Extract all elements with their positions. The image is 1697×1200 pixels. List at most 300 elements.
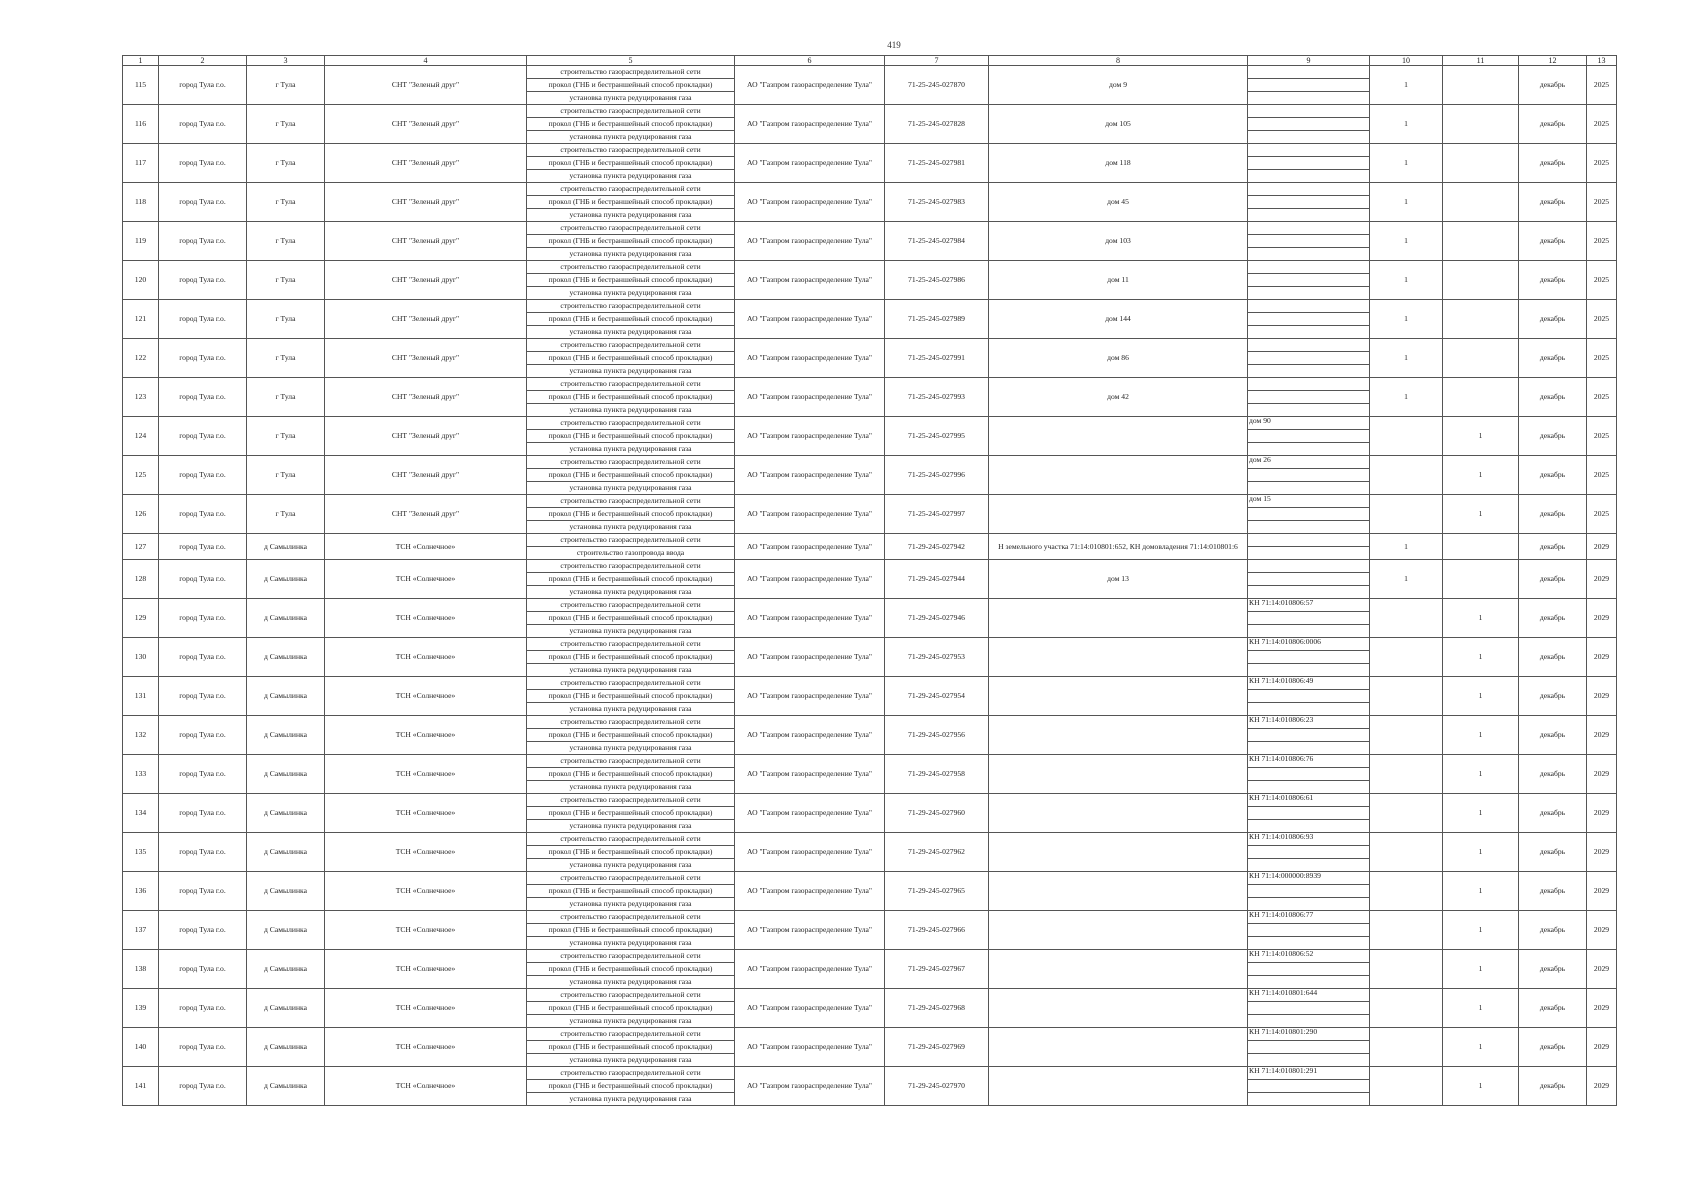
locality-cell: д Самылинка (247, 1067, 325, 1106)
year-cell: 2025 (1587, 456, 1617, 495)
organization-cell: АО "Газпром газораспределение Тула" (735, 534, 885, 560)
count10-cell (1370, 833, 1443, 872)
row-number: 119 (123, 222, 159, 261)
count10-cell (1370, 755, 1443, 794)
table-row (123, 1067, 1617, 1080)
district-cell: город Тула г.о. (159, 989, 247, 1028)
year-cell: 2025 (1587, 183, 1617, 222)
work-line: установка пункта редуцирования газа (527, 1015, 735, 1028)
address8-cell (989, 911, 1248, 950)
row-number: 138 (123, 950, 159, 989)
month-cell: декабрь (1519, 144, 1587, 183)
column-header: 10 (1370, 56, 1443, 66)
work-line: строительство газораспределительной сети (527, 222, 735, 235)
count11-cell (1443, 144, 1519, 183)
count10-cell: 1 (1370, 66, 1443, 105)
year-cell: 2025 (1587, 417, 1617, 456)
year-cell: 2025 (1587, 261, 1617, 300)
locality-cell: д Самылинка (247, 794, 325, 833)
count11-cell (1443, 105, 1519, 144)
address9-line (1248, 898, 1370, 911)
table-row (123, 716, 1617, 729)
code-cell: 71-29-245-027946 (885, 599, 989, 638)
object-cell: СНТ "Зеленый друг" (325, 222, 527, 261)
month-cell: декабрь (1519, 105, 1587, 144)
address8-cell (989, 833, 1248, 872)
work-line: прокол (ГНБ и бестраншейный способ прокладки) (527, 729, 735, 742)
address9-line (1248, 859, 1370, 872)
address8-cell: дом 86 (989, 339, 1248, 378)
table-row (123, 911, 1617, 924)
organization-cell: АО "Газпром газораспределение Тула" (735, 378, 885, 417)
work-line: строительство газораспределительной сети (527, 794, 735, 807)
month-cell: декабрь (1519, 677, 1587, 716)
address9-line (1248, 885, 1370, 898)
address9-line (1248, 1093, 1370, 1106)
address9-cell (1248, 560, 1370, 573)
code-cell: 71-25-245-027989 (885, 300, 989, 339)
work-line: установка пункта редуцирования газа (527, 170, 735, 183)
row-number: 125 (123, 456, 159, 495)
column-header: 3 (247, 56, 325, 66)
object-cell: ТСН «Солнечное» (325, 872, 527, 911)
code-cell: 71-29-245-027969 (885, 1028, 989, 1067)
work-line: прокол (ГНБ и бестраншейный способ прокладки) (527, 1041, 735, 1054)
work-line: строительство газораспределительной сети (527, 1067, 735, 1080)
month-cell: декабрь (1519, 911, 1587, 950)
organization-cell: АО "Газпром газораспределение Тула" (735, 495, 885, 534)
address9-cell (1248, 534, 1370, 547)
locality-cell: д Самылинка (247, 560, 325, 599)
table-row (123, 144, 1617, 157)
work-line: строительство газораспределительной сети (527, 911, 735, 924)
address9-cell (1248, 105, 1370, 118)
address9-cell (1248, 378, 1370, 391)
row-number: 123 (123, 378, 159, 417)
month-cell: декабрь (1519, 378, 1587, 417)
work-line: установка пункта редуцирования газа (527, 287, 735, 300)
count11-cell (1443, 183, 1519, 222)
address9-line (1248, 937, 1370, 950)
object-cell: ТСН «Солнечное» (325, 755, 527, 794)
address8-cell (989, 677, 1248, 716)
row-number: 117 (123, 144, 159, 183)
work-line: строительство газораспределительной сети (527, 755, 735, 768)
row-number: 115 (123, 66, 159, 105)
code-cell: 71-25-245-027986 (885, 261, 989, 300)
year-cell: 2029 (1587, 677, 1617, 716)
work-line: прокол (ГНБ и бестраншейный способ прокладки) (527, 768, 735, 781)
address9-line (1248, 391, 1370, 404)
code-cell: 71-25-245-027993 (885, 378, 989, 417)
work-line: строительство газораспределительной сети (527, 183, 735, 196)
code-cell: 71-29-245-027966 (885, 911, 989, 950)
month-cell: декабрь (1519, 1067, 1587, 1106)
count10-cell: 1 (1370, 144, 1443, 183)
column-header: 4 (325, 56, 527, 66)
address9-line (1248, 651, 1370, 664)
address8-cell: дом 45 (989, 183, 1248, 222)
organization-cell: АО "Газпром газораспределение Тула" (735, 1028, 885, 1067)
row-number: 135 (123, 833, 159, 872)
month-cell: декабрь (1519, 1028, 1587, 1067)
count11-cell: 1 (1443, 417, 1519, 456)
address8-cell (989, 417, 1248, 456)
month-cell: декабрь (1519, 794, 1587, 833)
work-line: установка пункта редуцирования газа (527, 976, 735, 989)
work-line: строительство газораспределительной сети (527, 261, 735, 274)
district-cell: город Тула г.о. (159, 417, 247, 456)
address9-line (1248, 209, 1370, 222)
month-cell: декабрь (1519, 261, 1587, 300)
count11-cell: 1 (1443, 950, 1519, 989)
address9-cell: КН 71:14:010801:290 (1248, 1028, 1370, 1041)
work-line: строительство газораспределительной сети (527, 105, 735, 118)
code-cell: 71-29-245-027968 (885, 989, 989, 1028)
district-cell: город Тула г.о. (159, 261, 247, 300)
organization-cell: АО "Газпром газораспределение Тула" (735, 105, 885, 144)
organization-cell: АО "Газпром газораспределение Тула" (735, 950, 885, 989)
district-cell: город Тула г.о. (159, 339, 247, 378)
row-number: 130 (123, 638, 159, 677)
code-cell: 71-29-245-027965 (885, 872, 989, 911)
work-line: прокол (ГНБ и бестраншейный способ прокладки) (527, 196, 735, 209)
count10-cell: 1 (1370, 534, 1443, 560)
organization-cell: АО "Газпром газораспределение Тула" (735, 66, 885, 105)
address9-cell: КН 71:14:010801:291 (1248, 1067, 1370, 1080)
organization-cell: АО "Газпром газораспределение Тула" (735, 339, 885, 378)
object-cell: СНТ "Зеленый друг" (325, 183, 527, 222)
address9-line (1248, 430, 1370, 443)
month-cell: декабрь (1519, 560, 1587, 599)
work-line: строительство газораспределительной сети (527, 456, 735, 469)
header-row (123, 56, 1617, 66)
year-cell: 2029 (1587, 1067, 1617, 1106)
locality-cell: д Самылинка (247, 755, 325, 794)
organization-cell: АО "Газпром газораспределение Тула" (735, 144, 885, 183)
district-cell: город Тула г.о. (159, 534, 247, 560)
column-header: 9 (1248, 56, 1370, 66)
work-line: прокол (ГНБ и бестраншейный способ прокладки) (527, 846, 735, 859)
month-cell: декабрь (1519, 417, 1587, 456)
district-cell: город Тула г.о. (159, 560, 247, 599)
year-cell: 2029 (1587, 872, 1617, 911)
work-line: строительство газораспределительной сети (527, 638, 735, 651)
count10-cell: 1 (1370, 222, 1443, 261)
organization-cell: АО "Газпром газораспределение Тула" (735, 911, 885, 950)
work-line: установка пункта редуцирования газа (527, 1054, 735, 1067)
count10-cell (1370, 872, 1443, 911)
district-cell: город Тула г.о. (159, 716, 247, 755)
object-cell: СНТ "Зеленый друг" (325, 261, 527, 300)
column-header: 6 (735, 56, 885, 66)
work-line: установка пункта редуцирования газа (527, 898, 735, 911)
row-number: 131 (123, 677, 159, 716)
address9-line (1248, 274, 1370, 287)
organization-cell: АО "Газпром газораспределение Тула" (735, 183, 885, 222)
row-number: 136 (123, 872, 159, 911)
work-line: установка пункта редуцирования газа (527, 92, 735, 105)
address9-line (1248, 963, 1370, 976)
count10-cell (1370, 599, 1443, 638)
work-line: строительство газораспределительной сети (527, 300, 735, 313)
address9-line (1248, 547, 1370, 560)
year-cell: 2025 (1587, 300, 1617, 339)
address9-line (1248, 170, 1370, 183)
row-number: 137 (123, 911, 159, 950)
work-line: установка пункта редуцирования газа (527, 521, 735, 534)
year-cell: 2029 (1587, 911, 1617, 950)
works-table (122, 55, 1617, 1106)
table-row (123, 222, 1617, 235)
code-cell: 71-29-245-027958 (885, 755, 989, 794)
object-cell: СНТ "Зеленый друг" (325, 66, 527, 105)
address9-line (1248, 326, 1370, 339)
count10-cell: 1 (1370, 183, 1443, 222)
address9-line (1248, 469, 1370, 482)
address9-line (1248, 313, 1370, 326)
row-number: 126 (123, 495, 159, 534)
code-cell: 71-29-245-027967 (885, 950, 989, 989)
work-line: строительство газораспределительной сети (527, 560, 735, 573)
count11-cell: 1 (1443, 1067, 1519, 1106)
work-line: прокол (ГНБ и бестраншейный способ прокладки) (527, 352, 735, 365)
district-cell: город Тула г.о. (159, 66, 247, 105)
work-line: установка пункта редуцирования газа (527, 859, 735, 872)
address9-line (1248, 443, 1370, 456)
work-line: строительство газораспределительной сети (527, 378, 735, 391)
work-line: прокол (ГНБ и бестраншейный способ прокладки) (527, 651, 735, 664)
count10-cell (1370, 794, 1443, 833)
address8-cell: дом 13 (989, 560, 1248, 599)
table-row (123, 417, 1617, 430)
work-line: прокол (ГНБ и бестраншейный способ прокладки) (527, 807, 735, 820)
column-header: 12 (1519, 56, 1587, 66)
organization-cell: АО "Газпром газораспределение Тула" (735, 456, 885, 495)
year-cell: 2025 (1587, 222, 1617, 261)
work-line: прокол (ГНБ и бестраншейный способ прокладки) (527, 118, 735, 131)
work-line: строительство газопровода ввода (527, 547, 735, 560)
locality-cell: д Самылинка (247, 911, 325, 950)
code-cell: 71-25-245-027983 (885, 183, 989, 222)
address9-line (1248, 235, 1370, 248)
address8-cell (989, 1028, 1248, 1067)
work-line: строительство газораспределительной сети (527, 677, 735, 690)
row-number: 128 (123, 560, 159, 599)
locality-cell: г Тула (247, 495, 325, 534)
work-line: установка пункта редуцирования газа (527, 703, 735, 716)
table-row (123, 534, 1617, 547)
year-cell: 2029 (1587, 989, 1617, 1028)
address9-line (1248, 482, 1370, 495)
count10-cell (1370, 677, 1443, 716)
organization-cell: АО "Газпром газораспределение Тула" (735, 222, 885, 261)
address9-cell: КН 71:14:010801:644 (1248, 989, 1370, 1002)
district-cell: город Тула г.о. (159, 183, 247, 222)
table-row (123, 755, 1617, 768)
code-cell: 71-25-245-027995 (885, 417, 989, 456)
address9-cell (1248, 183, 1370, 196)
district-cell: город Тула г.о. (159, 300, 247, 339)
year-cell: 2029 (1587, 1028, 1617, 1067)
month-cell: декабрь (1519, 716, 1587, 755)
address9-cell (1248, 261, 1370, 274)
object-cell: ТСН «Солнечное» (325, 534, 527, 560)
object-cell: ТСН «Солнечное» (325, 950, 527, 989)
work-line: прокол (ГНБ и бестраншейный способ прокладки) (527, 469, 735, 482)
address9-line (1248, 846, 1370, 859)
address9-line (1248, 287, 1370, 300)
organization-cell: АО "Газпром газораспределение Тула" (735, 560, 885, 599)
table-row (123, 833, 1617, 846)
locality-cell: г Тула (247, 300, 325, 339)
work-line: установка пункта редуцирования газа (527, 365, 735, 378)
address8-cell: дом 105 (989, 105, 1248, 144)
object-cell: ТСН «Солнечное» (325, 716, 527, 755)
district-cell: город Тула г.о. (159, 105, 247, 144)
object-cell: ТСН «Солнечное» (325, 638, 527, 677)
object-cell: ТСН «Солнечное» (325, 911, 527, 950)
year-cell: 2029 (1587, 534, 1617, 560)
row-number: 127 (123, 534, 159, 560)
locality-cell: д Самылинка (247, 534, 325, 560)
year-cell: 2029 (1587, 794, 1617, 833)
address9-line (1248, 807, 1370, 820)
code-cell: 71-29-245-027944 (885, 560, 989, 599)
address8-cell: дом 9 (989, 66, 1248, 105)
month-cell: декабрь (1519, 495, 1587, 534)
object-cell: СНТ "Зеленый друг" (325, 300, 527, 339)
object-cell: СНТ "Зеленый друг" (325, 495, 527, 534)
address9-line (1248, 729, 1370, 742)
address9-cell: КН 71:14:000000:8939 (1248, 872, 1370, 885)
column-header: 13 (1587, 56, 1617, 66)
address9-line (1248, 690, 1370, 703)
count11-cell: 1 (1443, 1028, 1519, 1067)
organization-cell: АО "Газпром газораспределение Тула" (735, 872, 885, 911)
count11-cell (1443, 378, 1519, 417)
locality-cell: г Тула (247, 144, 325, 183)
address9-line (1248, 508, 1370, 521)
count11-cell (1443, 534, 1519, 560)
code-cell: 71-29-245-027960 (885, 794, 989, 833)
address8-cell: дом 11 (989, 261, 1248, 300)
table-row (123, 638, 1617, 651)
table-row (123, 599, 1617, 612)
row-number: 121 (123, 300, 159, 339)
object-cell: ТСН «Солнечное» (325, 989, 527, 1028)
address9-line (1248, 781, 1370, 794)
table-row (123, 378, 1617, 391)
work-line: установка пункта редуцирования газа (527, 1093, 735, 1106)
work-line: строительство газораспределительной сети (527, 716, 735, 729)
work-line: прокол (ГНБ и бестраншейный способ прокладки) (527, 157, 735, 170)
locality-cell: д Самылинка (247, 1028, 325, 1067)
work-line: строительство газораспределительной сети (527, 66, 735, 79)
work-line: строительство газораспределительной сети (527, 989, 735, 1002)
object-cell: СНТ "Зеленый друг" (325, 378, 527, 417)
address9-cell: КН 71:14:010806:93 (1248, 833, 1370, 846)
address9-line (1248, 625, 1370, 638)
year-cell: 2029 (1587, 560, 1617, 599)
count10-cell (1370, 417, 1443, 456)
table-row (123, 950, 1617, 963)
code-cell: 71-29-245-027954 (885, 677, 989, 716)
district-cell: город Тула г.о. (159, 599, 247, 638)
table-row (123, 560, 1617, 573)
count11-cell (1443, 222, 1519, 261)
address8-cell (989, 794, 1248, 833)
address9-line (1248, 1002, 1370, 1015)
column-header: 1 (123, 56, 159, 66)
organization-cell: АО "Газпром газораспределение Тула" (735, 417, 885, 456)
work-line: установка пункта редуцирования газа (527, 404, 735, 417)
address9-line (1248, 768, 1370, 781)
table-row (123, 66, 1617, 79)
work-line: установка пункта редуцирования газа (527, 937, 735, 950)
object-cell: СНТ "Зеленый друг" (325, 105, 527, 144)
count11-cell (1443, 339, 1519, 378)
locality-cell: г Тула (247, 261, 325, 300)
code-cell: 71-25-245-027991 (885, 339, 989, 378)
table-row (123, 105, 1617, 118)
organization-cell: АО "Газпром газораспределение Тула" (735, 1067, 885, 1106)
row-number: 124 (123, 417, 159, 456)
column-header: 7 (885, 56, 989, 66)
code-cell: 71-29-245-027942 (885, 534, 989, 560)
address9-line (1248, 1054, 1370, 1067)
locality-cell: д Самылинка (247, 833, 325, 872)
address8-cell: дом 42 (989, 378, 1248, 417)
address9-line (1248, 664, 1370, 677)
locality-cell: г Тула (247, 339, 325, 378)
count11-cell (1443, 560, 1519, 599)
object-cell: ТСН «Солнечное» (325, 560, 527, 599)
address9-line (1248, 92, 1370, 105)
count11-cell: 1 (1443, 833, 1519, 872)
year-cell: 2029 (1587, 716, 1617, 755)
table-row (123, 183, 1617, 196)
district-cell: город Тула г.о. (159, 755, 247, 794)
year-cell: 2029 (1587, 638, 1617, 677)
district-cell: город Тула г.о. (159, 1067, 247, 1106)
count11-cell: 1 (1443, 989, 1519, 1028)
count10-cell (1370, 456, 1443, 495)
year-cell: 2029 (1587, 755, 1617, 794)
count11-cell: 1 (1443, 599, 1519, 638)
work-line: прокол (ГНБ и бестраншейный способ прокладки) (527, 391, 735, 404)
work-line: прокол (ГНБ и бестраншейный способ прокладки) (527, 924, 735, 937)
address8-cell (989, 716, 1248, 755)
address9-cell (1248, 300, 1370, 313)
work-line: прокол (ГНБ и бестраншейный способ прокладки) (527, 963, 735, 976)
object-cell: СНТ "Зеленый друг" (325, 339, 527, 378)
year-cell: 2029 (1587, 950, 1617, 989)
year-cell: 2025 (1587, 66, 1617, 105)
work-line: установка пункта редуцирования газа (527, 742, 735, 755)
address9-line (1248, 742, 1370, 755)
row-number: 116 (123, 105, 159, 144)
address9-cell: КН 71:14:010806:76 (1248, 755, 1370, 768)
count10-cell: 1 (1370, 105, 1443, 144)
work-line: прокол (ГНБ и бестраншейный способ прокладки) (527, 508, 735, 521)
organization-cell: АО "Газпром газораспределение Тула" (735, 833, 885, 872)
address8-cell (989, 989, 1248, 1028)
object-cell: ТСН «Солнечное» (325, 794, 527, 833)
table-row (123, 261, 1617, 274)
address9-line (1248, 118, 1370, 131)
count10-cell (1370, 989, 1443, 1028)
